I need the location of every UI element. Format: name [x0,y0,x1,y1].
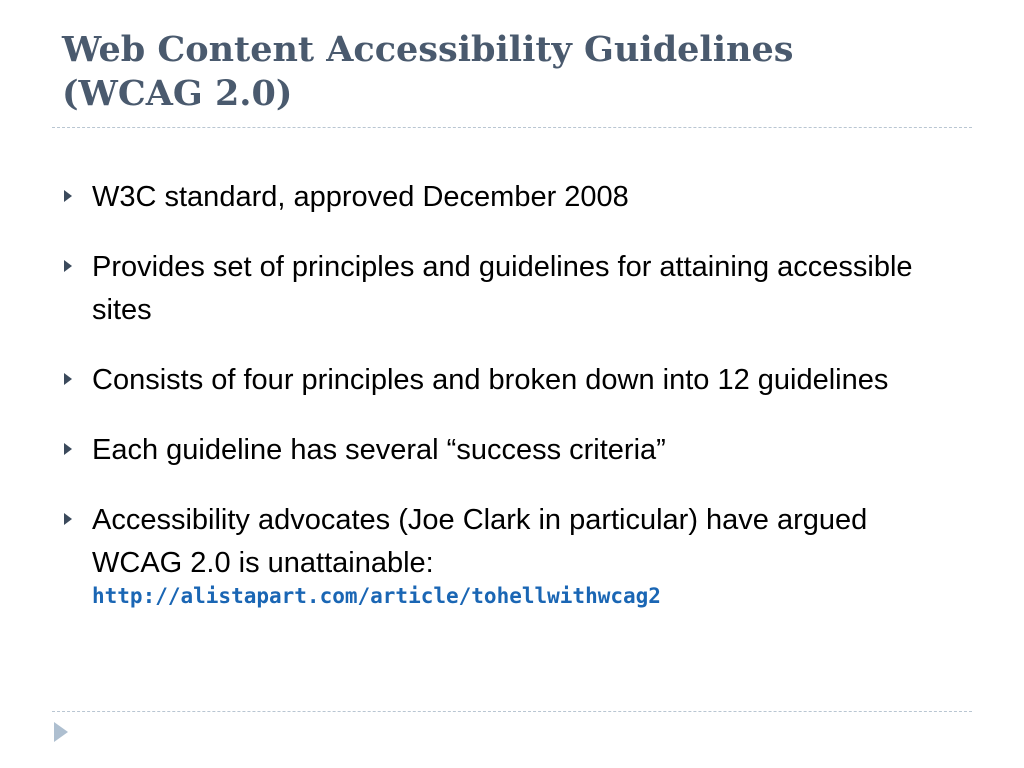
bullet-text: Provides set of principles and guidelines for attaining accessible sites [92,251,913,326]
triangle-right-icon [64,443,72,455]
bullet-text: W3C standard, approved December 2008 [92,181,629,213]
bullet-item [62,176,942,219]
slide-title-line2: (WCAG 2.0) [62,73,293,114]
bullet-item [62,359,942,402]
bullet-item [62,429,942,472]
triangle-right-icon [54,722,68,742]
bullet-list [62,176,942,636]
triangle-right-icon [64,513,72,525]
bullet-item [62,246,942,332]
bullet-text: Consists of four principles and broken down into 12 guidelines [92,364,889,396]
slide-title-line1: Web Content Accessibility Guidelines [62,29,794,70]
triangle-right-icon [64,260,72,272]
bullet-text: Accessibility advocates (Joe Clark in particular) have argued WCAG 2.0 is unattainable: [92,504,868,579]
footer-divider [52,711,972,712]
triangle-right-icon [64,373,72,385]
title-divider [52,127,972,128]
bullet-text: Each guideline has several “success criteria” [92,434,666,466]
slide-title [62,28,962,116]
triangle-right-icon [64,190,72,202]
alistapart-link[interactable]: http://alistapart.com/article/tohellwithwcag2 [92,584,661,608]
bullet-item [62,499,942,609]
